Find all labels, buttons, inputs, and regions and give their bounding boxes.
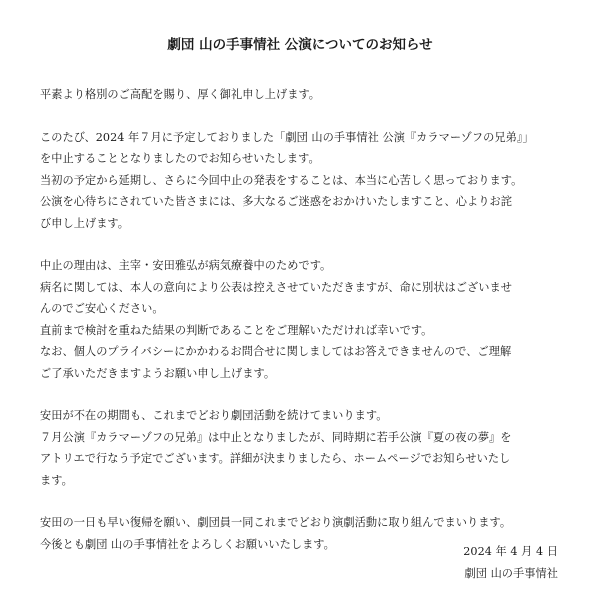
text-line: ご了承いただきますようお願い申し上げます。: [40, 366, 276, 380]
text-line: 平素より格別のご高配を賜り、厚く御礼申し上げます。: [40, 88, 321, 101]
text-line: び申し上げます。: [40, 216, 130, 230]
text-line: 安田が不在の期間も、これまでどおり劇団活動を続けてまいります。: [40, 409, 388, 422]
text-line: を中止することとなりましたのでお知らせいたします。: [40, 152, 320, 165]
text-line: ます。: [40, 473, 73, 487]
text-line: このたび、2024 年７月に予定しておりました「劇団 山の手事情社 公演『カラマーゾフの兄弟』」: [40, 130, 534, 144]
document-title: 劇団 山の手事情社 公演についてのお知らせ: [167, 37, 433, 53]
text-line: 安田の一日も早い復帰を願い、劇団員一同これまでどおり演劇活動に取り組んでまいります。: [40, 516, 512, 529]
signature-organization: 劇団 山の手事情社: [464, 567, 558, 580]
text-line: 当初の予定から延期し、さらに今回中止の発表をすることは、本当に心苦しく思っております。: [40, 173, 523, 187]
signature-block: [463, 541, 558, 585]
paragraph-reason: [40, 255, 560, 384]
text-line: 中止の理由は、主宰・安田雅弘が病気療養中のためです。: [40, 259, 332, 272]
text-line: 直前まで検討を重ねた結果の判断であることをご理解いただければ幸いです。: [40, 323, 433, 337]
text-line: 今後とも劇団 山の手事情社をよろしくお願いいたします。: [40, 537, 335, 551]
signature-date: 2024 年 4 月 4 日: [463, 545, 558, 558]
text-line: 公演を心待ちにされていた皆さまには、多大なるご迷惑をおかけいたしますこと、心よりお詫: [40, 195, 512, 208]
text-line: 病名に関しては、本人の意向により公表は控えさせていただきますが、命に別状はございませ: [40, 280, 512, 294]
text-line: なお、個人のプライバシーにかかわるお問合せに関しましてはお答えできませんので、ご理解: [40, 345, 512, 358]
text-line: アトリエで行なう予定でございます。詳細が決まりましたら、ホームページでお知らせいたし: [40, 452, 511, 465]
paragraph-cancellation: [40, 127, 560, 235]
text-line: ７月公演『カラマーゾフの兄弟』は中止となりましたが、同時期に若手公演『夏の夜の夢』を: [40, 430, 512, 444]
paragraph-greeting: [40, 84, 560, 106]
text-line: んのでご安心ください。: [40, 302, 164, 315]
paragraph-activities: [40, 405, 560, 491]
